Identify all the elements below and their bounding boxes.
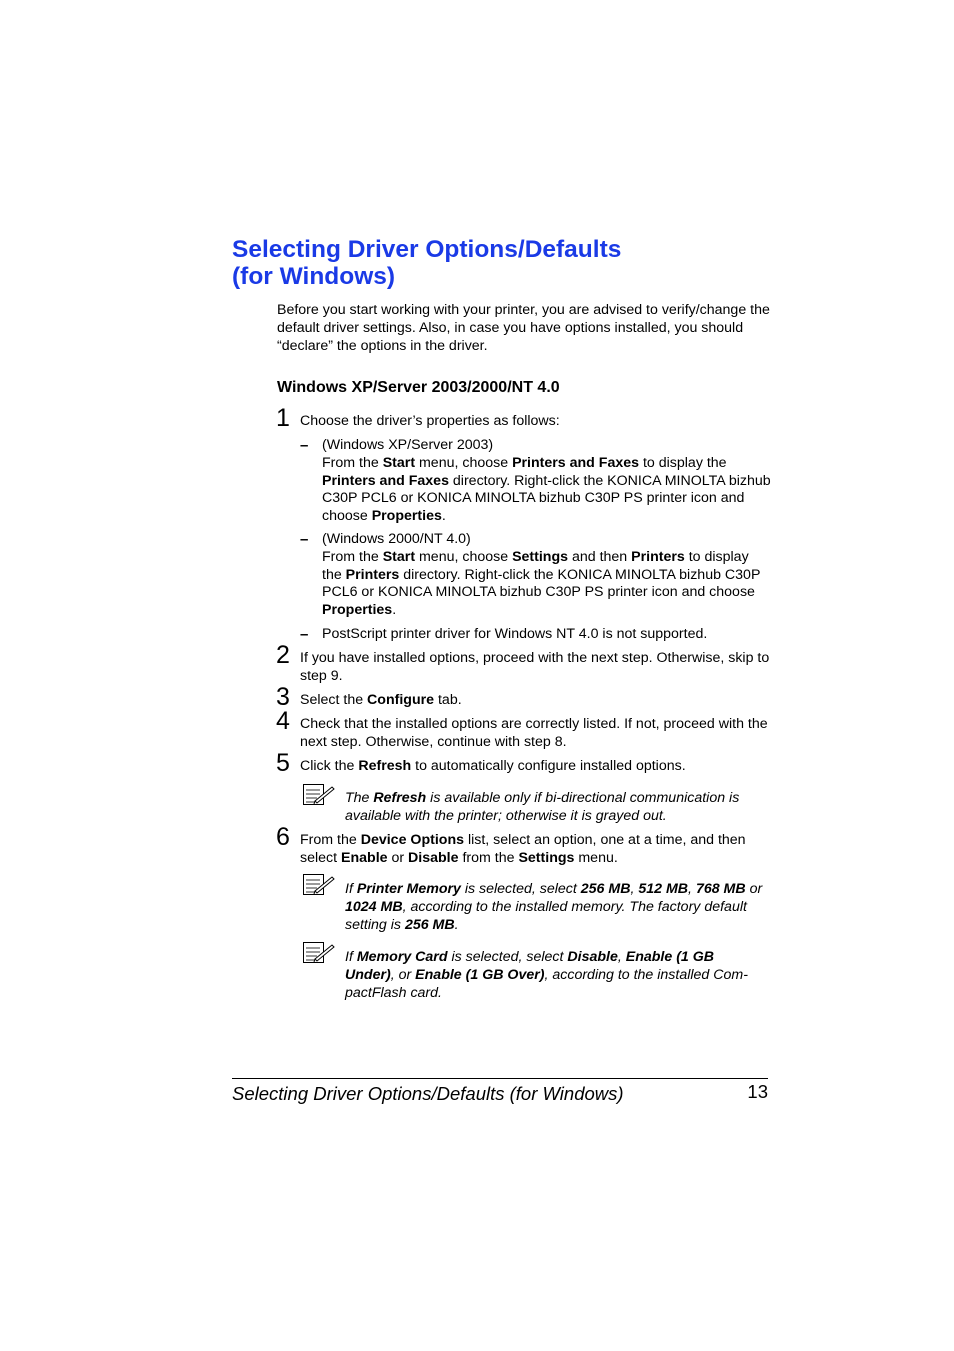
sub-item-xp: (Windows XP/Server 2003) From the Start menu, choose Printers and Faxes to display the Printers and Faxes directory. Right-click the KONICA MINOLTA bizhub C30P PCL6 or KONICA MINOLTA bizhub C30P PS printer icon and choose Properties.: [322, 437, 771, 525]
dash-bullet: –: [300, 531, 309, 548]
step-number: 6: [276, 823, 290, 851]
note-text: If Memory Card is selected, select Disable, Enable (1 GB Under), or Enable (1 GB Over), according to the installed Com-pactFlash card.: [345, 949, 748, 1001]
note-pencil-icon: [303, 874, 335, 896]
page-title: Selecting Driver Options/Defaults (for Windows): [232, 236, 622, 290]
step-number: 5: [276, 749, 290, 777]
sub-item-ps: PostScript printer driver for Windows NT 4.0 is not supported.: [322, 626, 708, 642]
intro-paragraph: Before you start working with your printer, you are advised to verify/change the default driver settings. Also, in case you have options installed, you should “declare” the options in the driver.: [277, 302, 770, 354]
step-number: 1: [276, 404, 290, 432]
dash-bullet: –: [300, 437, 309, 454]
step-number: 3: [276, 683, 290, 711]
step-text: Choose the driver’s properties as follows:: [300, 413, 560, 429]
step-text: If you have installed options, proceed with the next step. Otherwise, skip to step 9.: [300, 650, 770, 684]
footer-title: Selecting Driver Options/Defaults (for Windows): [232, 1083, 624, 1104]
step-number: 4: [276, 707, 290, 735]
dash-bullet: –: [300, 626, 309, 643]
note-text: If Printer Memory is selected, select 256 MB, 512 MB, 768 MB or 1024 MB, according to the installed memory. The factory default setting is 256 MB.: [345, 881, 763, 933]
step-text: From the Device Options list, select an option, one at a time, and then select Enable or Disable from the Settings menu.: [300, 832, 746, 866]
step-text: Select the Configure tab.: [300, 692, 462, 708]
step-text: Check that the installed options are correctly listed. If not, proceed with the next step. Otherwise, continue with step 8.: [300, 716, 768, 750]
step-number: 2: [276, 641, 290, 669]
footer-divider: [232, 1078, 768, 1079]
section-subheading: Windows XP/Server 2003/2000/NT 4.0: [277, 379, 560, 396]
step-text: Click the Refresh to automatically configure installed options.: [300, 758, 686, 774]
note-pencil-icon: [303, 784, 335, 806]
sub-item-nt: (Windows 2000/NT 4.0) From the Start menu, choose Settings and then Printers to display the Printers directory. Right-click the KONICA MINOLTA bizhub C30P PCL6 or KONICA MINOLTA bizhub C30P PS printer icon and choose Properties.: [322, 531, 761, 619]
page-number: 13: [747, 1081, 768, 1102]
note-pencil-icon: [303, 942, 335, 964]
note-text: The Refresh is available only if bi-directional communication is available with the printer; otherwise it is grayed out.: [345, 790, 740, 824]
